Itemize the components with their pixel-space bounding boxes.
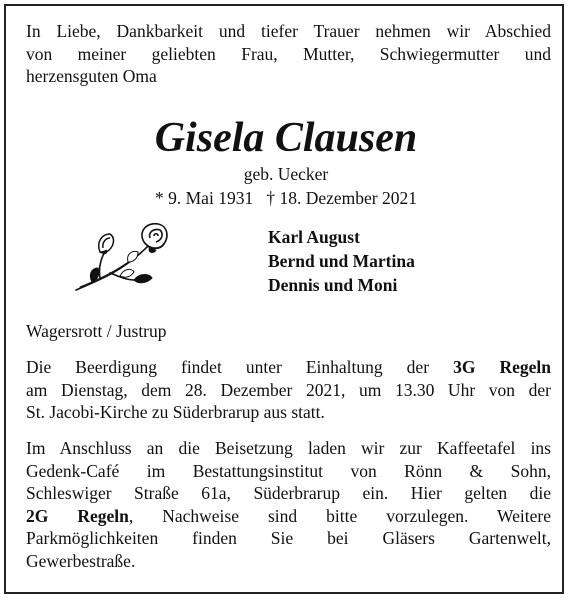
- rose-icon: [70, 220, 174, 296]
- reception-line: Schleswiger Straße 61a, Süderbrarup ein. Hier gelten die: [26, 483, 551, 503]
- reception-line: Gewerbestraße.: [26, 550, 136, 571]
- funeral-line: am Dienstag, dem 28. Dezember 2021, um 13.30 Uhr von der: [26, 379, 551, 400]
- reception-line: [26, 505, 551, 528]
- birth-name: geb. Uecker: [243, 164, 329, 184]
- intro-line: In Liebe, Dankbarkeit und tiefer Trauer nehmen wir Abschied: [26, 21, 551, 41]
- family-member: Karl August: [268, 227, 360, 247]
- deceased-name: Gisela Clausen: [154, 115, 418, 161]
- intro-line: von meiner geliebten Frau, Mutter, Schwiegermutter und: [26, 43, 551, 64]
- intro-line: herzensguten Oma: [26, 66, 157, 86]
- reception-paragraph: [26, 437, 551, 572]
- death-date: † 18. Dezember 2021: [266, 188, 417, 208]
- funeral-paragraph: [26, 356, 551, 424]
- intro-text: [26, 20, 551, 88]
- funeral-line: St. Jacobi-Kirche zu Süderbrarup aus statt.: [26, 402, 325, 422]
- rule-3g: 3G Regeln: [453, 357, 551, 377]
- family-member: Bernd und Martina: [268, 251, 415, 271]
- reception-line: Gedenk-Café im Bestattungsinstitut von Rönn & Sohn,: [26, 460, 551, 481]
- place-line: Wagersrott / Justrup: [26, 321, 167, 341]
- obituary-notice: [4, 4, 564, 594]
- family-list: [268, 225, 415, 297]
- birth-date: * 9. Mai 1931: [155, 188, 254, 208]
- rule-2g: 2G Regeln: [26, 505, 129, 526]
- life-dates: [6, 187, 566, 209]
- reception-text: , Nachweise sind bitte vorzulegen. Weitere: [128, 505, 551, 526]
- funeral-text: Die Beerdigung findet unter Einhaltung der: [26, 357, 454, 377]
- funeral-line: [26, 356, 551, 379]
- family-member: Dennis und Moni: [268, 275, 398, 295]
- reception-line: Parkmöglichkeiten finden Sie bei Gläsers Gartenwelt,: [26, 528, 551, 548]
- reception-line: Im Anschluss an die Beisetzung laden wir zur Kaffeetafel ins: [26, 438, 551, 458]
